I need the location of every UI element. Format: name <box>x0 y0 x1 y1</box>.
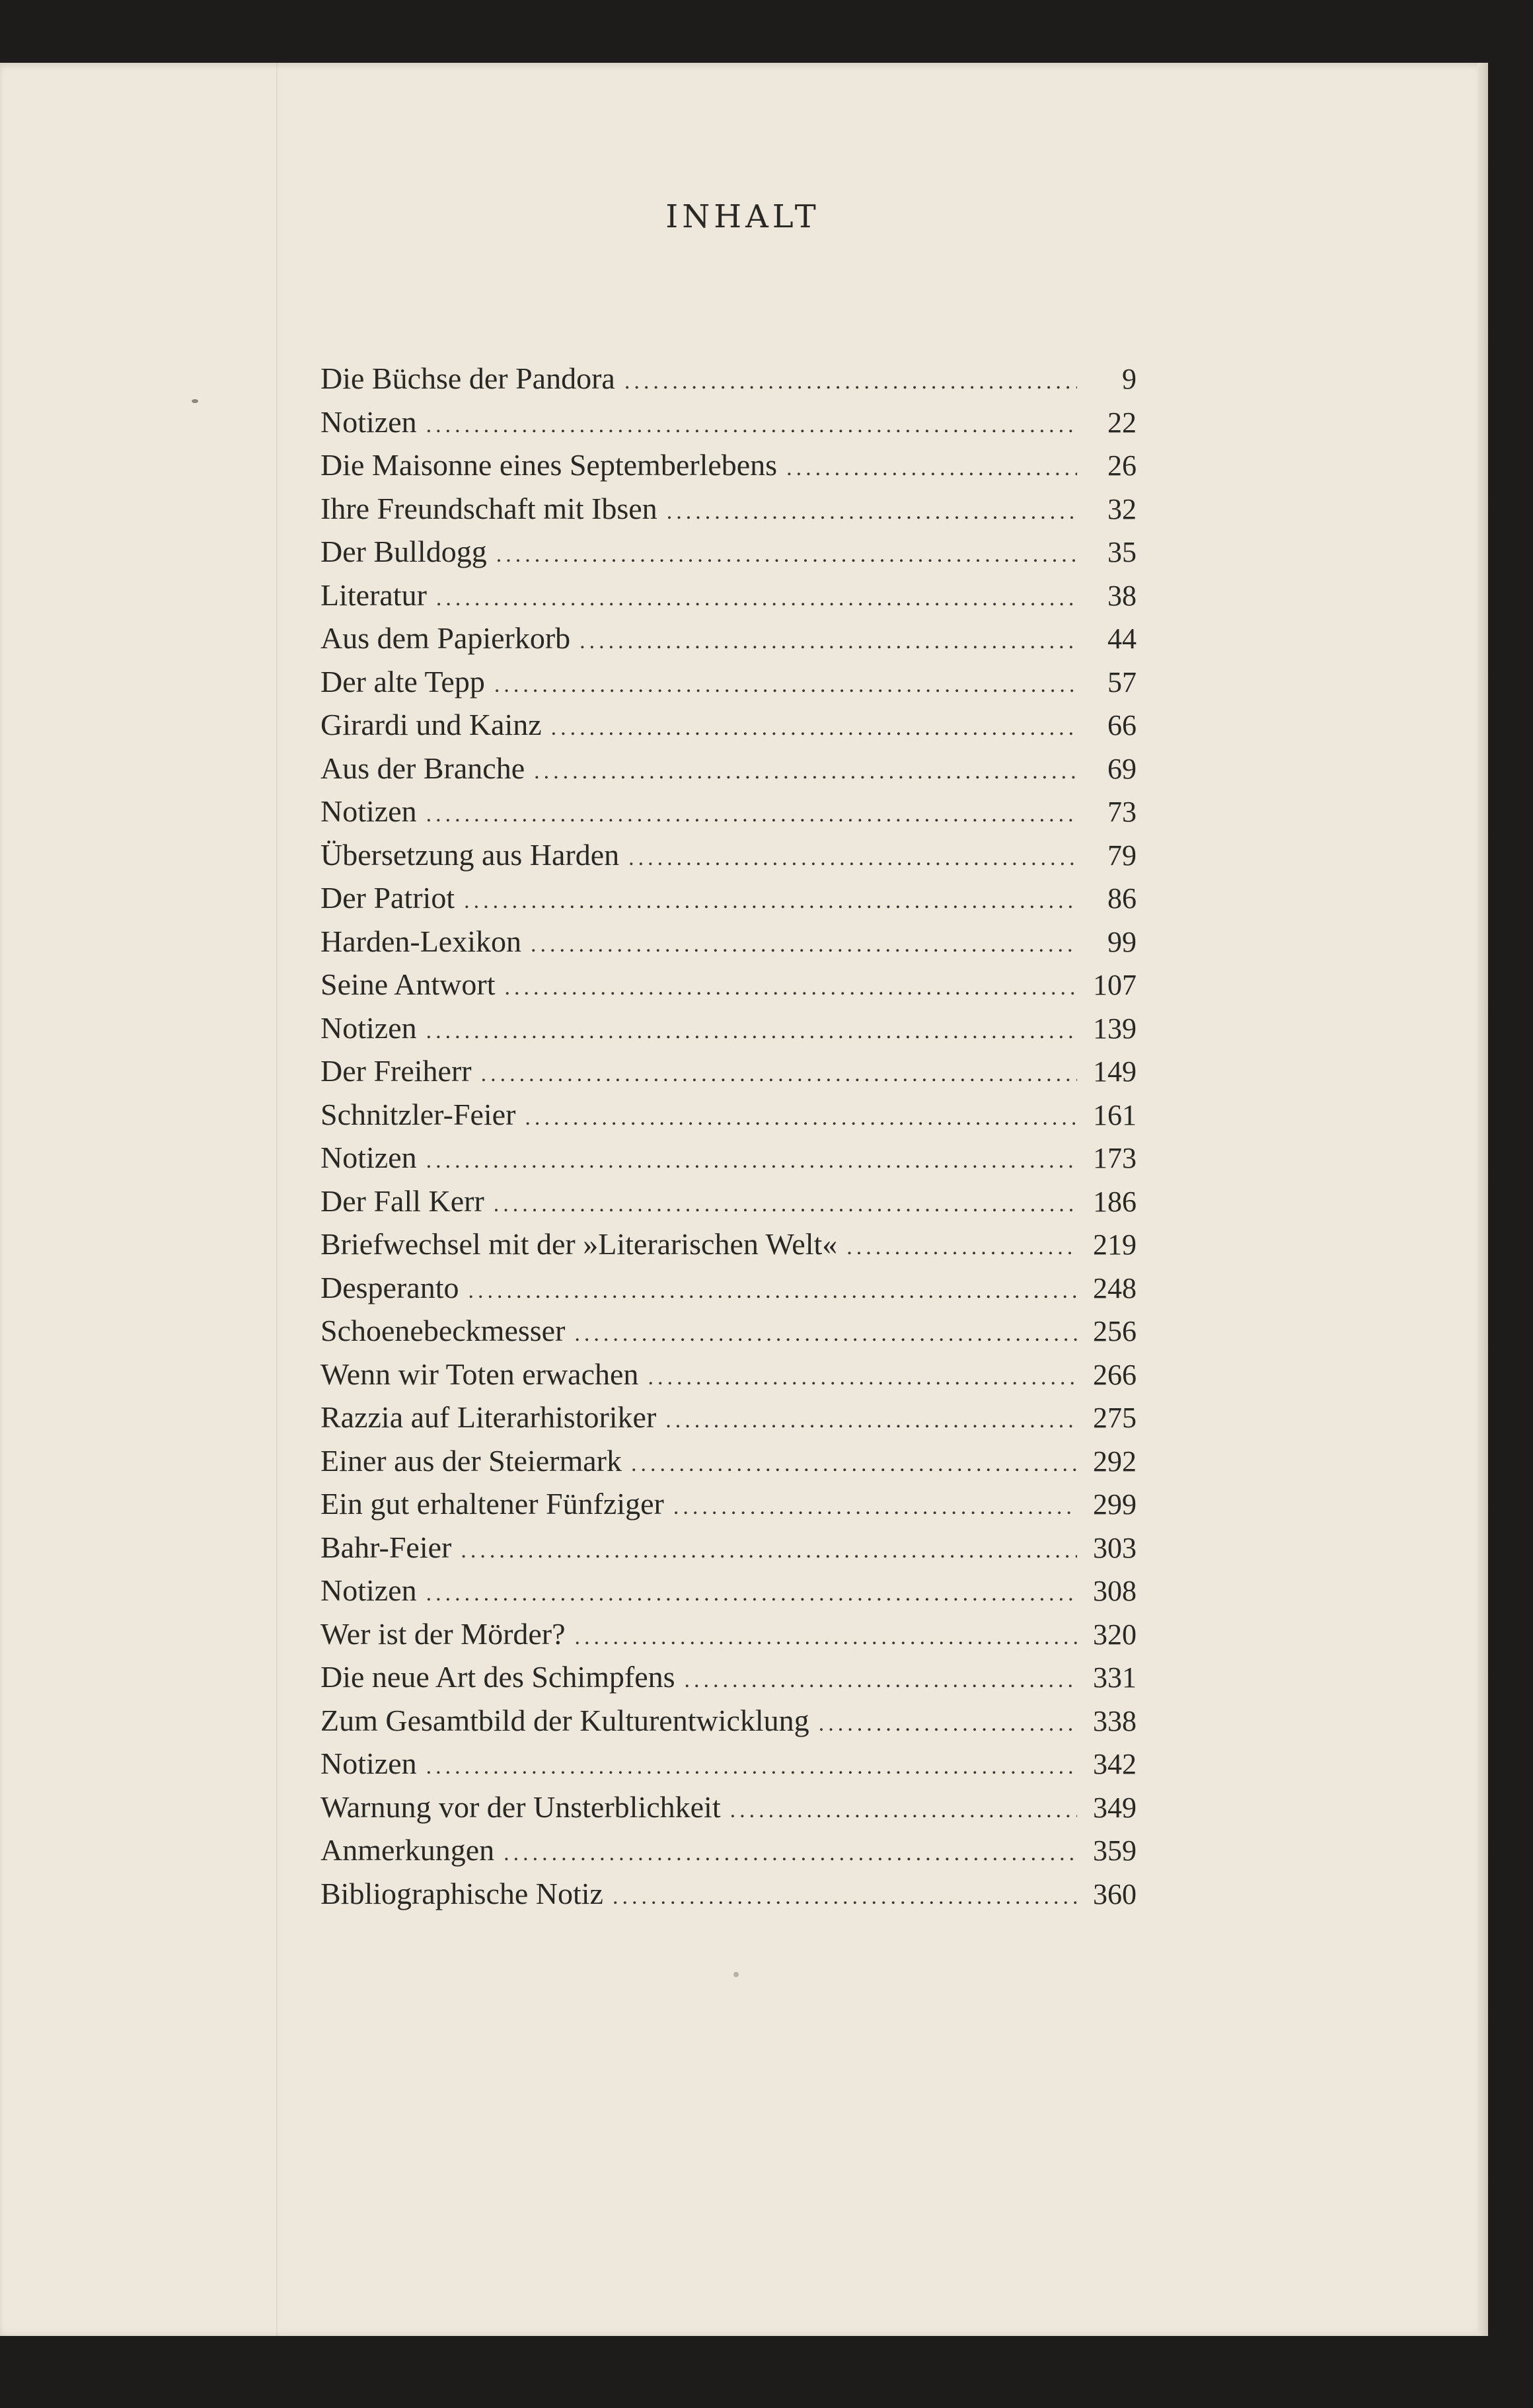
dot-leader <box>504 966 1077 1010</box>
toc-entry-title: Aus der Branche <box>320 751 525 785</box>
dot-leader <box>631 1443 1077 1486</box>
toc-entry <box>320 1396 1137 1439</box>
toc-entry-title: Harden-Lexikon <box>320 924 521 958</box>
toc-entry-title: Notizen <box>320 794 417 828</box>
toc-entry-title: Notizen <box>320 1010 417 1045</box>
toc-entry-title: Bibliographische Notiz <box>320 1876 603 1910</box>
dot-leader <box>468 1269 1077 1313</box>
dot-leader <box>461 1529 1077 1573</box>
toc-entry-page-number: 26 <box>1107 449 1137 482</box>
toc-entry <box>320 833 1137 877</box>
toc-entry-page-number: 360 <box>1093 1877 1137 1910</box>
toc-entry <box>320 487 1137 531</box>
dot-leader <box>613 1875 1077 1919</box>
toc-entry <box>320 1569 1137 1612</box>
dot-leader <box>685 1659 1077 1702</box>
toc-entry <box>320 1223 1137 1266</box>
toc-entry-title: Literatur <box>320 578 427 612</box>
toc-entry-title: Übersetzung aus Harden <box>320 837 620 872</box>
toc-entry-title: Schnitzler-Feier <box>320 1097 516 1131</box>
toc-entry-title: Notizen <box>320 1747 417 1780</box>
toc-entry <box>320 1180 1137 1223</box>
toc-entry-title: Wer ist der Mörder? <box>320 1616 566 1651</box>
toc-entry-title: Die neue Art des Schimpfens <box>320 1660 675 1694</box>
dot-leader <box>496 533 1077 577</box>
toc-entry-page-number: 349 <box>1093 1791 1137 1824</box>
dot-leader <box>426 1745 1077 1789</box>
toc-entry-page-number: 338 <box>1093 1704 1137 1737</box>
toc-entry <box>320 443 1137 487</box>
toc-entry-title: Einer aus der Steiermark <box>320 1443 622 1478</box>
toc-entry <box>320 617 1137 660</box>
toc-entry <box>320 1872 1137 1916</box>
toc-entry-page-number: 66 <box>1107 709 1137 741</box>
dot-leader <box>436 577 1077 621</box>
toc-entry <box>320 920 1137 963</box>
toc-entry-page-number: 256 <box>1093 1315 1137 1347</box>
toc-entry <box>320 703 1137 747</box>
dot-leader <box>648 1356 1077 1400</box>
toc-entry-title: Der alte Tepp <box>320 664 485 698</box>
toc-entry-page-number: 22 <box>1107 406 1137 439</box>
toc-entry-page-number: 248 <box>1093 1271 1137 1304</box>
toc-entry-title: Briefwechsel mit der »Literarischen Welt« <box>320 1227 838 1261</box>
toc-entry-title: Notizen <box>320 404 417 439</box>
toc-entry-title: Aus dem Papierkorb <box>320 621 571 655</box>
toc-entry-page-number: 57 <box>1107 665 1137 698</box>
toc-entry <box>320 574 1137 617</box>
toc-entry-page-number: 9 <box>1122 363 1137 395</box>
dot-leader <box>494 663 1077 707</box>
toc-entry-page-number: 139 <box>1093 1012 1137 1045</box>
toc-entry-page-number: 86 <box>1107 882 1137 915</box>
dot-leader <box>534 750 1077 794</box>
toc-entry-title: Ein gut erhaltener Fünfziger <box>320 1487 664 1521</box>
toc-entry <box>320 1699 1137 1743</box>
dot-leader <box>730 1789 1077 1832</box>
toc-entry <box>320 1049 1137 1093</box>
toc-entry <box>320 1006 1137 1050</box>
toc-entry-page-number: 275 <box>1093 1402 1137 1434</box>
dot-leader <box>525 1096 1077 1140</box>
toc-entry <box>320 1309 1137 1353</box>
dot-leader <box>574 1312 1077 1356</box>
toc-entry-page-number: 107 <box>1093 969 1137 1001</box>
dot-leader <box>426 1572 1077 1616</box>
toc-entry <box>320 1136 1137 1180</box>
toc-entry-page-number: 38 <box>1107 579 1137 612</box>
dot-leader <box>551 706 1077 750</box>
dot-leader <box>846 1226 1077 1269</box>
toc-entry-page-number: 35 <box>1107 536 1137 568</box>
toc-entry-title: Die Maisonne eines Septemberlebens <box>320 448 778 482</box>
dot-leader <box>819 1702 1077 1746</box>
toc-entry-page-number: 73 <box>1107 796 1137 828</box>
toc-entry-title: Girardi und Kainz <box>320 708 542 741</box>
toc-entry <box>320 790 1137 833</box>
dot-leader <box>667 490 1077 534</box>
toc-entry-title: Anmerkungen <box>320 1833 495 1867</box>
dot-leader <box>426 1010 1077 1053</box>
toc-entry-page-number: 32 <box>1107 492 1137 525</box>
dot-leader <box>665 1399 1077 1443</box>
toc-entry-title: Seine Antwort <box>320 967 496 1001</box>
toc-entry <box>320 1612 1137 1656</box>
ink-speck <box>733 1972 739 1977</box>
dot-leader <box>628 837 1077 880</box>
toc-entry-page-number: 186 <box>1093 1185 1137 1218</box>
toc-entry <box>320 357 1137 400</box>
toc-entry <box>320 747 1137 790</box>
toc-entry-title: Ihre Freundschaft mit Ibsen <box>320 491 657 525</box>
toc-entry-page-number: 69 <box>1107 752 1137 785</box>
dot-leader <box>531 923 1077 967</box>
toc-entry <box>320 1655 1137 1699</box>
toc-entry-page-number: 292 <box>1093 1445 1137 1478</box>
fold-line <box>276 63 278 2336</box>
toc-entry-title: Wenn wir Toten erwachen <box>320 1357 639 1391</box>
toc-entry-title: Der Bulldogg <box>320 535 487 568</box>
toc-entry-title: Notizen <box>320 1141 417 1174</box>
toc-entry-page-number: 173 <box>1093 1142 1137 1174</box>
toc-entry <box>320 1828 1137 1872</box>
dot-leader <box>426 1139 1077 1183</box>
toc-entry-page-number: 303 <box>1093 1531 1137 1564</box>
toc-entry <box>320 876 1137 920</box>
dot-leader <box>464 880 1077 923</box>
toc-entry-title: Razzia auf Literarhistoriker <box>320 1400 657 1434</box>
toc-entry <box>320 1439 1137 1483</box>
toc-entry <box>320 660 1137 704</box>
toc-entry-title: Schoenebeckmesser <box>320 1314 566 1347</box>
dot-leader <box>673 1486 1077 1529</box>
dot-leader <box>575 1616 1077 1659</box>
toc-entry-title: Der Freiherr <box>320 1054 472 1088</box>
dot-leader <box>426 793 1077 837</box>
toc-entry-page-number: 359 <box>1093 1834 1137 1867</box>
toc-entry <box>320 1526 1137 1569</box>
dot-leader <box>481 1053 1077 1096</box>
toc-entry <box>320 1266 1137 1310</box>
toc-entry-page-number: 331 <box>1093 1661 1137 1694</box>
toc-entry <box>320 1093 1137 1137</box>
toc-entry <box>320 530 1137 574</box>
page-edge <box>1477 63 1488 2336</box>
toc-entry-title: Desperanto <box>320 1270 459 1304</box>
toc-entry <box>320 400 1137 444</box>
toc-entry-title: Notizen <box>320 1573 417 1607</box>
toc-entry-page-number: 219 <box>1093 1228 1137 1261</box>
toc-entry-title: Bahr-Feier <box>320 1530 452 1564</box>
ink-speck <box>192 399 198 403</box>
table-of-contents <box>320 357 1137 1915</box>
toc-entry-page-number: 79 <box>1107 839 1137 872</box>
toc-entry-page-number: 149 <box>1093 1055 1137 1088</box>
dot-leader <box>426 404 1077 447</box>
toc-entry <box>320 1482 1137 1526</box>
page-title: INHALT <box>665 198 820 235</box>
toc-entry-page-number: 99 <box>1107 925 1137 958</box>
toc-entry-page-number: 161 <box>1093 1098 1137 1131</box>
toc-entry <box>320 1353 1137 1396</box>
toc-entry <box>320 1742 1137 1786</box>
toc-entry <box>320 1786 1137 1829</box>
toc-entry-title: Zum Gesamtbild der Kulturentwicklung <box>320 1703 809 1737</box>
toc-entry-page-number: 308 <box>1093 1575 1137 1607</box>
toc-entry-page-number: 299 <box>1093 1488 1137 1521</box>
dot-leader <box>504 1832 1077 1875</box>
toc-entry-title: Warnung vor der Unsterblichkeit <box>320 1789 721 1824</box>
toc-entry-title: Der Patriot <box>320 881 455 915</box>
toc-entry-page-number: 44 <box>1107 622 1137 655</box>
dot-leader <box>580 620 1077 663</box>
dot-leader <box>624 360 1077 404</box>
toc-entry-page-number: 320 <box>1093 1618 1137 1651</box>
dot-leader <box>786 447 1077 490</box>
toc-entry-title: Der Fall Kerr <box>320 1184 484 1218</box>
dot-leader <box>494 1183 1077 1226</box>
toc-entry <box>320 963 1137 1006</box>
toc-entry-page-number: 266 <box>1093 1358 1137 1391</box>
toc-entry-title: Die Büchse der Pandora <box>320 361 615 395</box>
toc-entry-page-number: 342 <box>1093 1748 1137 1780</box>
